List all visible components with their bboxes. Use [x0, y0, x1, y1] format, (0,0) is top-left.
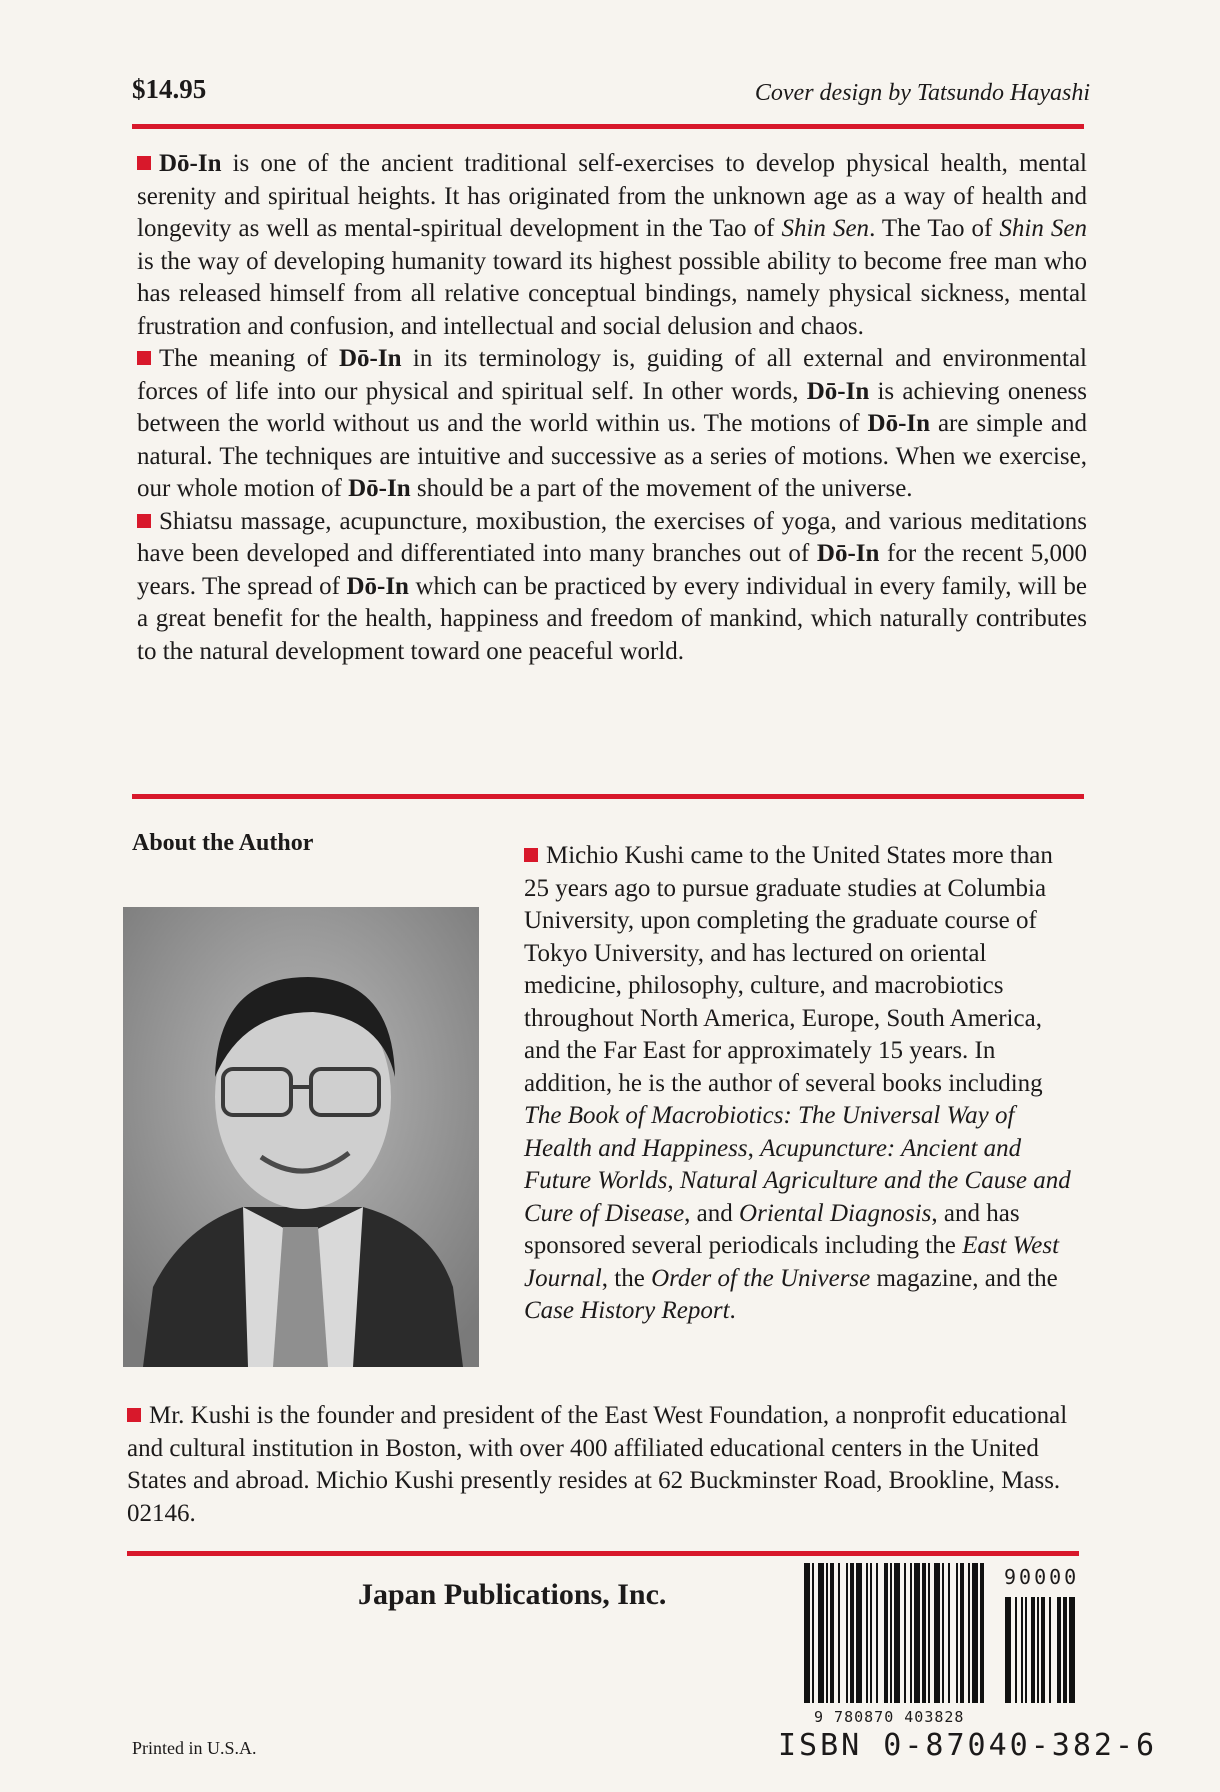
middle-divider	[132, 794, 1084, 799]
blurb-paragraph-1-text	[137, 150, 1087, 340]
text-run: , the	[601, 1264, 652, 1292]
blurb-paragraph-3	[137, 506, 1087, 669]
bio-paragraph-1-text	[524, 842, 1071, 1324]
blurb-paragraph-2-text	[137, 345, 1087, 502]
red-square-bullet-icon	[127, 1408, 141, 1422]
text-run: Shiatsu massage, acupuncture, moxibustion, the exercises of yoga, and various meditations have been developed and differentiated into many branches out of	[137, 507, 1087, 567]
text-run: Dō-In	[348, 475, 411, 502]
text-run: in its terminology is, guiding of all external and environmental forces of life into our physical and spiritual self. In other words,	[137, 345, 1087, 405]
text-run: magazine, and the	[870, 1264, 1058, 1292]
red-square-bullet-icon	[524, 848, 538, 862]
text-run: Dō-In	[867, 410, 931, 437]
text-run: Dō-In	[339, 345, 402, 372]
text-run: Michio Kushi came to the United States more than 25 years ago to pursue graduate studies at Columbia University, upon completing the graduate course of Tokyo University, and has lectured on oriental medicine, philosophy, culture, and macrobiotics throughout North America, Europe, South America, and the Far East for approximately 15 years. In addition, he is the author of several books including	[524, 842, 1053, 1097]
text-run: is achieving oneness between the world without us and the world within us. The motions of	[137, 377, 1087, 437]
bottom-divider	[127, 1551, 1079, 1556]
text-run: Shin Sen	[999, 215, 1087, 242]
red-square-bullet-icon	[137, 514, 151, 528]
text-run: Dō-In	[806, 377, 870, 405]
top-divider	[132, 124, 1084, 129]
text-run: is the way of developing humanity toward its highest possible ability to become free man who has released himself from all relative conceptual bindings, namely physical sickness, mental frustration and confusion, and intellectual and social delusion and chaos.	[137, 247, 1087, 340]
blurb-paragraph-3-text	[137, 508, 1087, 665]
bio-paragraph-2-text	[127, 1402, 1067, 1527]
text-run: Dō-In	[816, 540, 880, 567]
text-run: Natural Agriculture and the Cause and Cure of Disease	[524, 1167, 1071, 1227]
about-author-heading: About the Author	[132, 830, 314, 856]
text-run: , and	[684, 1199, 740, 1227]
text-run: The Book of Macrobiotics: The Universal Way of Health and Happiness	[524, 1102, 1015, 1162]
author-bio	[524, 840, 1084, 1328]
text-run: , and has sponsored several periodicals including the	[524, 1199, 1020, 1259]
text-run: East West Journal	[524, 1232, 1060, 1292]
publisher-name: Japan Publications, Inc.	[358, 1578, 667, 1611]
author-photo	[123, 907, 479, 1367]
blurb-paragraph-1	[137, 148, 1087, 343]
author-bio-continued	[127, 1400, 1087, 1530]
red-square-bullet-icon	[137, 351, 151, 365]
text-run: Dō-In	[159, 150, 222, 177]
text-run: Dō-In	[346, 572, 409, 600]
text-run: ,	[747, 1134, 761, 1162]
text-run: which can be practiced by every individual in every family, will be a great benefit for the health, happiness and freedom of mankind, which naturally contributes to the natural development toward one peaceful world.	[137, 572, 1087, 665]
text-run: are simple and natural. The techniques are intuitive and successive as a series of motions. When we exercise, our whole motion of	[137, 410, 1088, 502]
text-run: .	[729, 1297, 736, 1324]
text-run: Case History Report	[524, 1297, 730, 1324]
text-run: Acupuncture: Ancient and Future Worlds	[524, 1134, 1022, 1194]
blurb-paragraph-2	[137, 343, 1087, 506]
barcode-digits: 9 780870 403828	[814, 1708, 965, 1726]
isbn-number: ISBN 0-87040-382-6	[778, 1728, 1158, 1763]
printed-in: Printed in U.S.A.	[132, 1738, 257, 1758]
red-square-bullet-icon	[137, 156, 151, 170]
description-blurb	[137, 148, 1087, 668]
cover-design-credit: Cover design by Tatsundo Hayashi	[754, 80, 1090, 106]
text-run: Oriental Diagnosis	[739, 1199, 932, 1227]
text-run: is one of the ancient traditional self-exercises to develop physical health, mental serenity and spiritual heights. It has originated from the unknown age as a way of health and longevity as well as mental-spiritual development in the Tao of	[137, 150, 1087, 242]
text-run: Mr. Kushi is the founder and president of the East West Foundation, a nonprofit educational and cultural institution in Boston, with over 400 affiliated educational centers in the United States and abroad. Michio Kushi presently resides at 62 Buckminster Road, Brookline, Mass. 02146.	[127, 1402, 1068, 1527]
text-run: Shin Sen	[781, 215, 870, 242]
price: $14.95	[132, 74, 207, 104]
bio-paragraph-2	[127, 1400, 1087, 1530]
text-run: for the recent 5,000 years. The spread of	[137, 540, 1087, 600]
price-code: 90000	[1004, 1565, 1080, 1589]
text-run: . The Tao of	[869, 215, 1000, 242]
text-run: Order of the Universe	[651, 1264, 871, 1292]
text-run: The meaning of	[159, 345, 339, 372]
text-run: should be a part of the movement of the universe.	[410, 475, 913, 502]
bio-paragraph-1	[524, 840, 1084, 1328]
text-run: ,	[667, 1167, 680, 1194]
